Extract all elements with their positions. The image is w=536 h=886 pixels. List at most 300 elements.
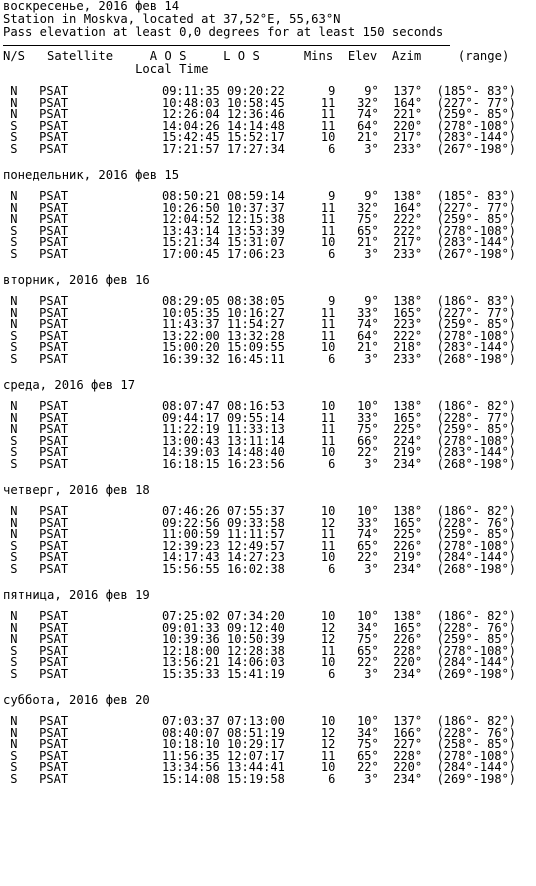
pass-range: (278°-108°) [436, 538, 517, 553]
pass-mins: 10 [284, 130, 336, 144]
pass-azim: 137° [385, 714, 423, 728]
pass-sat: PSAT [39, 118, 69, 133]
pass-los: 15:19:58 [227, 771, 285, 786]
pass-los: 08:59:14 [227, 189, 285, 203]
pass-aos: 14:04:26 [161, 118, 220, 133]
pass-elev: 65° [335, 643, 379, 658]
pass-los: 12:28:38 [227, 643, 285, 658]
pass-azim: 164° [385, 95, 423, 110]
pass-ns: S [10, 643, 18, 658]
pass-row [3, 246, 536, 261]
pass-sat: PSAT [39, 410, 69, 425]
pass-azim: 220° [385, 118, 423, 133]
pass-range: (284°-144°) [436, 550, 517, 564]
pass-sat: PSAT [39, 515, 69, 530]
day-heading: четверг, 2016 фев 18 [3, 483, 150, 497]
pass-sat: PSAT [39, 620, 69, 635]
pass-los: 15:31:07 [227, 235, 285, 249]
pass-mins: 10 [284, 550, 336, 564]
pass-los: 14:06:03 [227, 655, 285, 669]
station-line: Station in Moskva, located at 37,52°E, 55,63°N [3, 12, 341, 26]
pass-ns: N [10, 725, 18, 740]
pass-aos: 15:56:55 [161, 561, 220, 576]
pass-azim: 165° [385, 305, 423, 320]
pass-ns: S [10, 223, 18, 238]
pass-range: (278°-108°) [436, 433, 517, 448]
pass-elev: 10° [335, 609, 379, 623]
pass-azim: 220° [385, 760, 423, 774]
pass-ns: S [10, 655, 18, 669]
pass-los: 13:11:14 [227, 433, 285, 448]
pass-range: (269°-198°) [436, 666, 517, 681]
pass-ns: N [10, 609, 18, 623]
pass-range: (186°- 82°) [436, 399, 517, 413]
pass-azim: 234° [385, 666, 423, 681]
pass-mins: 11 [284, 328, 336, 343]
pass-elev: 3° [335, 246, 379, 261]
pass-elev: 3° [335, 141, 379, 156]
pass-los: 15:09:55 [227, 340, 285, 354]
pass-los: 11:33:13 [227, 422, 285, 436]
pass-ns: N [10, 305, 18, 320]
pass-mins: 11 [284, 317, 336, 331]
day-section [3, 693, 536, 785]
pass-ns: N [10, 504, 18, 518]
pass-mins: 11 [284, 748, 336, 763]
pass-sat: PSAT [39, 200, 69, 215]
pass-aos: 09:44:17 [161, 410, 220, 425]
pass-sat: PSAT [39, 771, 69, 786]
pass-azim: 224° [385, 433, 423, 448]
pass-elev: 74° [335, 107, 379, 121]
pass-mins: 6 [284, 456, 336, 471]
pass-aos: 11:56:35 [161, 748, 220, 763]
pass-mins: 9 [284, 189, 336, 203]
pass-mins: 6 [284, 246, 336, 261]
pass-sat: PSAT [39, 340, 69, 354]
pass-sat: PSAT [39, 737, 69, 751]
pass-aos: 10:39:36 [161, 632, 220, 646]
first-day-heading: воскресенье, 2016 фев 14 [3, 0, 180, 13]
pass-mins: 9 [284, 294, 336, 308]
pass-sat: PSAT [39, 714, 69, 728]
pass-ns: S [10, 561, 18, 576]
pass-los: 11:11:57 [227, 527, 285, 541]
pass-sat: PSAT [39, 643, 69, 658]
pass-sat: PSAT [39, 550, 69, 564]
pass-aos: 10:05:35 [161, 305, 220, 320]
pass-sat: PSAT [39, 760, 69, 774]
pass-azim: 225° [385, 422, 423, 436]
pass-sat: PSAT [39, 351, 69, 366]
pass-elev: 33° [335, 515, 379, 530]
day-heading: суббота, 2016 фев 20 [3, 693, 150, 707]
pass-mins: 11 [284, 223, 336, 238]
pass-mins: 10 [284, 760, 336, 774]
pass-range: (228°- 76°) [436, 725, 517, 740]
pass-mins: 12 [284, 737, 336, 751]
pass-range: (259°- 85°) [436, 422, 517, 436]
pass-sat: PSAT [39, 655, 69, 669]
pass-los: 10:16:27 [227, 305, 285, 320]
pass-los: 08:16:53 [227, 399, 285, 413]
pass-range: (186°- 83°) [436, 294, 517, 308]
pass-range: (278°-108°) [436, 223, 517, 238]
pass-row [3, 561, 536, 576]
header-divider [3, 45, 450, 46]
pass-mins: 11 [284, 433, 336, 448]
pass-aos: 09:22:56 [161, 515, 220, 530]
pass-aos: 13:34:56 [161, 760, 220, 774]
pass-sat: PSAT [39, 399, 69, 413]
pass-aos: 07:46:26 [161, 504, 220, 518]
pass-mins: 6 [284, 141, 336, 156]
pass-ns: S [10, 760, 18, 774]
pass-elev: 9° [335, 84, 379, 98]
pass-los: 14:14:48 [227, 118, 285, 133]
day-heading: вторник, 2016 фев 16 [3, 273, 150, 287]
pass-range: (228°- 77°) [436, 410, 517, 425]
pass-elev: 64° [335, 328, 379, 343]
pass-criteria-line: Pass elevation at least 0,0 degrees for at least 150 seconds [3, 25, 444, 39]
pass-range: (278°-108°) [436, 643, 517, 658]
pass-ns: S [10, 748, 18, 763]
pass-sat: PSAT [39, 305, 69, 320]
pass-azim: 222° [385, 212, 423, 226]
pass-ns: N [10, 294, 18, 308]
pass-sat: PSAT [39, 130, 69, 144]
pass-azim: 138° [385, 294, 423, 308]
pass-los: 12:36:46 [227, 107, 285, 121]
pass-aos: 17:00:45 [161, 246, 220, 261]
pass-mins: 12 [284, 515, 336, 530]
pass-azim: 225° [385, 527, 423, 541]
pass-sat: PSAT [39, 725, 69, 740]
pass-elev: 32° [335, 200, 379, 215]
pass-los: 08:38:05 [227, 294, 285, 308]
pass-mins: 11 [284, 643, 336, 658]
pass-elev: 22° [335, 550, 379, 564]
pass-elev: 33° [335, 410, 379, 425]
pass-aos: 16:39:32 [161, 351, 220, 366]
pass-mins: 11 [284, 212, 336, 226]
pass-azim: 226° [385, 538, 423, 553]
pass-aos: 08:40:07 [161, 725, 220, 740]
pass-azim: 234° [385, 771, 423, 786]
pass-aos: 12:26:04 [161, 107, 220, 121]
pass-ns: S [10, 118, 18, 133]
pass-azim: 223° [385, 317, 423, 331]
pass-mins: 12 [284, 725, 336, 740]
pass-elev: 3° [335, 771, 379, 786]
pass-azim: 219° [385, 445, 423, 459]
pass-row [3, 666, 536, 681]
pass-ns: S [10, 246, 18, 261]
pass-los: 17:06:23 [227, 246, 285, 261]
pass-aos: 12:18:00 [161, 643, 220, 658]
pass-sat: PSAT [39, 538, 69, 553]
pass-los: 10:37:37 [227, 200, 285, 215]
pass-mins: 6 [284, 351, 336, 366]
pass-ns: N [10, 737, 18, 751]
day-section [3, 168, 536, 270]
pass-elev: 33° [335, 305, 379, 320]
pass-range: (284°-144°) [436, 760, 517, 774]
pass-sat: PSAT [39, 504, 69, 518]
pass-azim: 164° [385, 200, 423, 215]
pass-elev: 21° [335, 340, 379, 354]
pass-ns: N [10, 527, 18, 541]
pass-aos: 09:11:35 [161, 84, 220, 98]
pass-azim: 233° [385, 246, 423, 261]
pass-los: 12:07:17 [227, 748, 285, 763]
pass-elev: 65° [335, 748, 379, 763]
pass-los: 10:29:17 [227, 737, 285, 751]
pass-mins: 11 [284, 95, 336, 110]
pass-ns: S [10, 235, 18, 249]
pass-elev: 64° [335, 118, 379, 133]
pass-azim: 233° [385, 141, 423, 156]
pass-azim: 165° [385, 620, 423, 635]
pass-ns: S [10, 433, 18, 448]
pass-range: (186°- 82°) [436, 714, 517, 728]
pass-los: 08:51:19 [227, 725, 285, 740]
pass-range: (227°- 77°) [436, 95, 517, 110]
pass-range: (278°-108°) [436, 328, 517, 343]
day-sections [3, 76, 536, 785]
pass-azim: 138° [385, 609, 423, 623]
pass-azim: 137° [385, 84, 423, 98]
pass-sat: PSAT [39, 107, 69, 121]
pass-ns: S [10, 538, 18, 553]
pass-range: (227°- 77°) [436, 305, 517, 320]
pass-aos: 11:00:59 [161, 527, 220, 541]
pass-azim: 138° [385, 399, 423, 413]
pass-aos: 15:14:08 [161, 771, 220, 786]
pass-sat: PSAT [39, 84, 69, 98]
pass-mins: 11 [284, 527, 336, 541]
pass-los: 13:32:28 [227, 328, 285, 343]
pass-aos: 17:21:57 [161, 141, 220, 156]
pass-los: 09:12:40 [227, 620, 285, 635]
pass-mins: 10 [284, 399, 336, 413]
pass-aos: 10:26:50 [161, 200, 220, 215]
pass-aos: 07:03:37 [161, 714, 220, 728]
pass-los: 07:13:00 [227, 714, 285, 728]
pass-elev: 10° [335, 399, 379, 413]
pass-ns: S [10, 351, 18, 366]
pass-range: (283°-144°) [436, 340, 517, 354]
pass-los: 16:02:38 [227, 561, 285, 576]
pass-elev: 74° [335, 317, 379, 331]
pass-aos: 09:01:33 [161, 620, 220, 635]
day-section [3, 378, 536, 480]
pass-azim: 165° [385, 410, 423, 425]
pass-aos: 10:18:10 [161, 737, 220, 751]
column-header-line-2: Local Time [3, 62, 209, 76]
pass-elev: 66° [335, 433, 379, 448]
pass-aos: 08:07:47 [161, 399, 220, 413]
pass-mins: 11 [284, 107, 336, 121]
pass-ns: N [10, 632, 18, 646]
pass-los: 10:50:39 [227, 632, 285, 646]
pass-sat: PSAT [39, 666, 69, 681]
pass-los: 09:33:58 [227, 515, 285, 530]
pass-elev: 21° [335, 130, 379, 144]
pass-los: 07:55:37 [227, 504, 285, 518]
pass-range: (185°- 83°) [436, 84, 517, 98]
pass-sat: PSAT [39, 433, 69, 448]
pass-elev: 22° [335, 445, 379, 459]
pass-elev: 75° [335, 422, 379, 436]
pass-range: (227°- 77°) [436, 200, 517, 215]
pass-range: (284°-144°) [436, 655, 517, 669]
pass-range: (185°- 83°) [436, 189, 517, 203]
pass-aos: 11:22:19 [161, 422, 220, 436]
pass-los: 15:41:19 [227, 666, 285, 681]
pass-mins: 10 [284, 445, 336, 459]
pass-elev: 75° [335, 737, 379, 751]
pass-sat: PSAT [39, 294, 69, 308]
pass-range: (278°-108°) [436, 118, 517, 133]
pass-elev: 75° [335, 212, 379, 226]
pass-range: (278°-108°) [436, 748, 517, 763]
pass-sat: PSAT [39, 561, 69, 576]
pass-aos: 14:39:03 [161, 445, 220, 459]
pass-elev: 10° [335, 504, 379, 518]
pass-mins: 6 [284, 561, 336, 576]
pass-range: (283°-144°) [436, 235, 517, 249]
pass-range: (267°-198°) [436, 246, 517, 261]
pass-aos: 12:39:23 [161, 538, 220, 553]
pass-elev: 22° [335, 655, 379, 669]
pass-sat: PSAT [39, 632, 69, 646]
pass-mins: 10 [284, 235, 336, 249]
pass-mins: 10 [284, 340, 336, 354]
pass-los: 10:58:45 [227, 95, 285, 110]
pass-elev: 9° [335, 189, 379, 203]
pass-ns: N [10, 84, 18, 98]
pass-aos: 13:22:00 [161, 328, 220, 343]
pass-azim: 220° [385, 655, 423, 669]
pass-aos: 14:17:43 [161, 550, 220, 564]
pass-azim: 166° [385, 725, 423, 740]
pass-range: (269°-198°) [436, 771, 517, 786]
pass-azim: 227° [385, 737, 423, 751]
pass-los: 09:20:22 [227, 84, 285, 98]
pass-elev: 9° [335, 294, 379, 308]
pass-azim: 221° [385, 107, 423, 121]
pass-mins: 11 [284, 200, 336, 215]
pass-range: (268°-198°) [436, 456, 517, 471]
pass-sat: PSAT [39, 246, 69, 261]
pass-los: 13:53:39 [227, 223, 285, 238]
pass-mins: 6 [284, 771, 336, 786]
pass-azim: 234° [385, 561, 423, 576]
pass-los: 15:52:17 [227, 130, 285, 144]
pass-mins: 11 [284, 305, 336, 320]
pass-range: (186°- 82°) [436, 609, 517, 623]
pass-mins: 11 [284, 410, 336, 425]
pass-azim: 228° [385, 748, 423, 763]
pass-elev: 3° [335, 456, 379, 471]
pass-range: (259°- 85°) [436, 212, 517, 226]
pass-ns: N [10, 422, 18, 436]
pass-ns: N [10, 620, 18, 635]
pass-aos: 07:25:02 [161, 609, 220, 623]
pass-ns: S [10, 445, 18, 459]
pass-mins: 11 [284, 538, 336, 553]
pass-ns: S [10, 771, 18, 786]
pass-los: 13:44:41 [227, 760, 285, 774]
pass-azim: 217° [385, 235, 423, 249]
pass-elev: 34° [335, 725, 379, 740]
pass-sat: PSAT [39, 456, 69, 471]
pass-range: (283°-144°) [436, 130, 517, 144]
pass-los: 16:45:11 [227, 351, 285, 366]
pass-aos: 10:48:03 [161, 95, 220, 110]
pass-sat: PSAT [39, 527, 69, 541]
pass-los: 07:34:20 [227, 609, 285, 623]
pass-los: 12:15:38 [227, 212, 285, 226]
pass-azim: 218° [385, 340, 423, 354]
pass-elev: 32° [335, 95, 379, 110]
pass-los: 14:27:23 [227, 550, 285, 564]
pass-row [3, 771, 536, 786]
pass-row [3, 456, 536, 471]
day-section [3, 483, 536, 585]
pass-aos: 08:29:05 [161, 294, 220, 308]
pass-range: (186°- 82°) [436, 504, 517, 518]
pass-range: (259°- 85°) [436, 527, 517, 541]
pass-mins: 10 [284, 655, 336, 669]
pass-elev: 34° [335, 620, 379, 635]
pass-aos: 15:21:34 [161, 235, 220, 249]
pass-ns: S [10, 550, 18, 564]
pass-ns: N [10, 200, 18, 215]
pass-elev: 10° [335, 714, 379, 728]
pass-ns: N [10, 410, 18, 425]
pass-range: (259°- 85°) [436, 317, 517, 331]
pass-range: (267°-198°) [436, 141, 517, 156]
pass-sat: PSAT [39, 609, 69, 623]
pass-mins: 9 [284, 84, 336, 98]
pass-mins: 11 [284, 118, 336, 133]
pass-los: 17:27:34 [227, 141, 285, 156]
pass-sat: PSAT [39, 95, 69, 110]
pass-azim: 138° [385, 504, 423, 518]
pass-azim: 138° [385, 189, 423, 203]
pass-ns: S [10, 340, 18, 354]
pass-azim: 222° [385, 223, 423, 238]
pass-azim: 233° [385, 351, 423, 366]
pass-elev: 21° [335, 235, 379, 249]
pass-los: 11:54:27 [227, 317, 285, 331]
pass-range: (228°- 76°) [436, 620, 517, 635]
pass-elev: 3° [335, 666, 379, 681]
day-heading: среда, 2016 фев 17 [3, 378, 136, 392]
pass-azim: 222° [385, 328, 423, 343]
day-heading: понедельник, 2016 фев 15 [3, 168, 180, 182]
pass-range: (258°- 85°) [436, 737, 517, 751]
pass-azim: 219° [385, 550, 423, 564]
pass-ns: S [10, 456, 18, 471]
pass-ns: N [10, 212, 18, 226]
pass-ns: S [10, 130, 18, 144]
pass-aos: 16:18:15 [161, 456, 220, 471]
pass-sat: PSAT [39, 748, 69, 763]
pass-azim: 228° [385, 643, 423, 658]
